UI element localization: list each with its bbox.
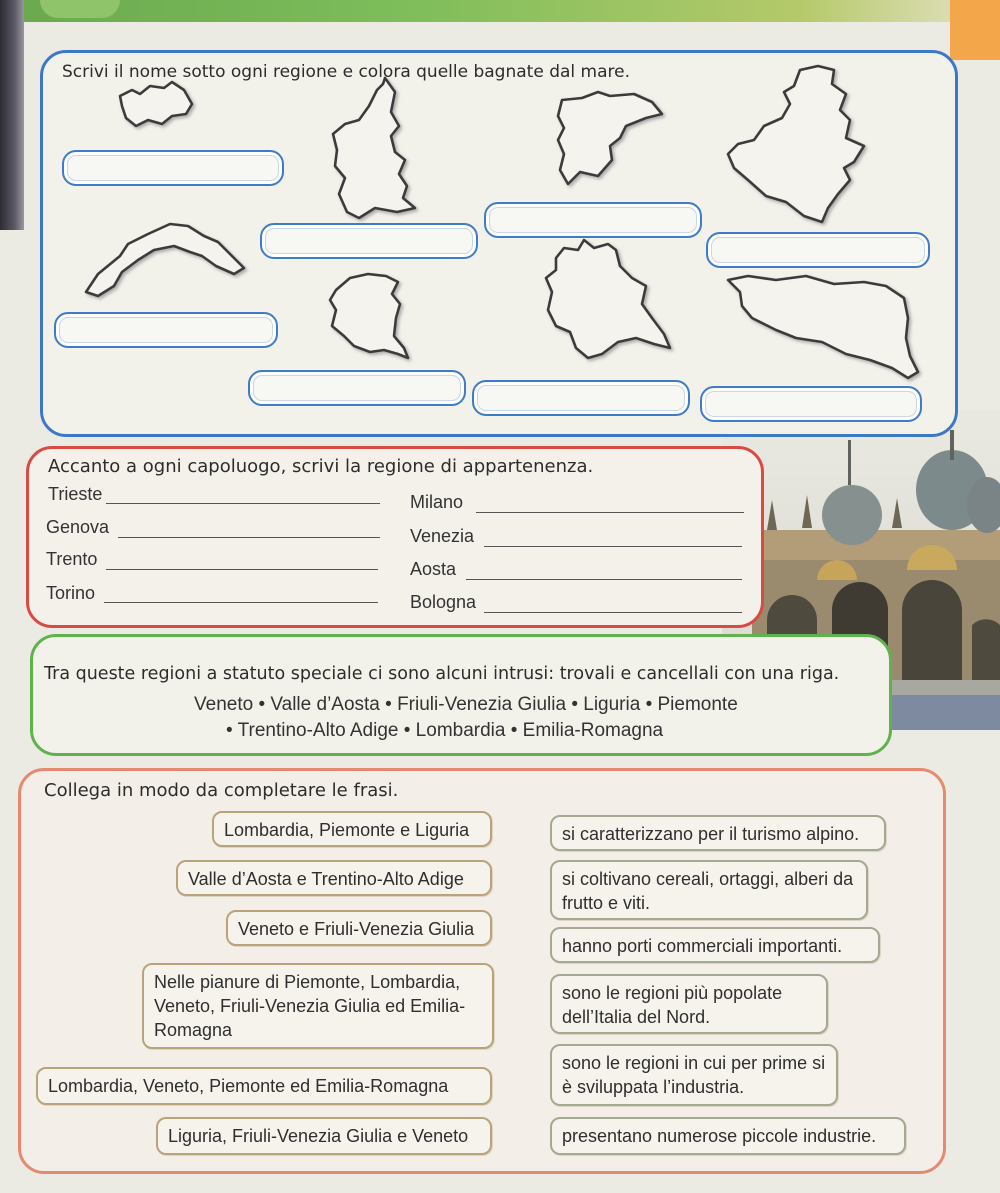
name-field-piemonte[interactable] xyxy=(260,223,478,259)
region-lombardia-outline xyxy=(546,240,670,358)
answer-line-aosta[interactable] xyxy=(466,579,742,580)
exercise-2-instruction: Accanto a ogni capoluogo, scrivi la regione di appartenenza. xyxy=(48,456,594,477)
answer-line-milano[interactable] xyxy=(476,512,744,513)
right-phrase-5[interactable]: sono le regioni in cui per prime si è sviluppata l’industria. xyxy=(550,1044,838,1106)
left-phrase-2[interactable]: Valle d’Aosta e Trentino-Alto Adige xyxy=(176,860,492,896)
answer-line-trento[interactable] xyxy=(106,569,378,570)
region-friuli-outline xyxy=(330,274,408,358)
name-field-friuli[interactable] xyxy=(248,370,466,406)
right-phrase-6[interactable]: presentano numerose piccole industrie. xyxy=(550,1117,906,1155)
region-liguria-outline xyxy=(86,224,244,296)
name-field-lombardia[interactable] xyxy=(472,380,690,416)
answer-line-trieste[interactable] xyxy=(106,503,380,504)
city-bologna: Bologna xyxy=(410,592,477,612)
city-aosta: Aosta xyxy=(410,559,457,579)
answer-line-genova[interactable] xyxy=(118,537,380,538)
city-venezia: Venezia xyxy=(410,526,475,546)
left-phrase-3[interactable]: Veneto e Friuli-Venezia Giulia xyxy=(226,910,492,946)
name-field-veneto[interactable] xyxy=(706,232,930,268)
exercise-3-instruction: Tra queste regioni a statuto speciale ci sono alcuni intrusi: trovali e cancellali con una riga. xyxy=(44,664,840,684)
answer-line-venezia[interactable] xyxy=(484,546,742,547)
name-field-emilia-romagna[interactable] xyxy=(700,386,922,422)
name-field-valle-daosta[interactable] xyxy=(62,150,284,186)
exercise-4-instruction: Collega in modo da completare le frasi. xyxy=(44,780,399,801)
answer-line-bologna[interactable] xyxy=(484,612,742,613)
left-phrase-4[interactable]: Nelle pianure di Piemonte, Lombardia, Veneto, Friuli-Venezia Giulia ed Emilia-Romagna xyxy=(142,963,494,1049)
city-milano: Milano xyxy=(410,492,464,512)
city-trento: Trento xyxy=(46,549,98,569)
region-veneto-outline xyxy=(728,66,864,222)
left-phrase-5[interactable]: Lombardia, Veneto, Piemonte ed Emilia-Romagna xyxy=(36,1067,492,1105)
region-valle-daosta-outline xyxy=(120,82,192,126)
right-phrase-4[interactable]: sono le regioni più popolate dell’Italia del Nord. xyxy=(550,974,828,1034)
left-phrase-1[interactable]: Lombardia, Piemonte e Liguria xyxy=(212,811,492,847)
region-emilia-romagna-outline xyxy=(728,276,918,378)
region-trentino-outline xyxy=(558,92,662,184)
name-field-trentino[interactable] xyxy=(484,202,702,238)
regions-list-line-1[interactable]: Veneto • Valle d’Aosta • Friuli-Venezia Giulia • Liguria • Piemonte xyxy=(194,694,738,715)
region-piemonte-outline xyxy=(333,78,415,218)
city-torino: Torino xyxy=(46,583,96,603)
right-phrase-3[interactable]: hanno porti commerciali importanti. xyxy=(550,927,880,963)
answer-line-torino[interactable] xyxy=(104,602,378,603)
regions-list-line-2[interactable]: • Trentino-Alto Adige • Lombardia • Emilia-Romagna xyxy=(226,720,664,741)
right-phrase-1[interactable]: si caratterizzano per il turismo alpino. xyxy=(550,815,886,851)
city-genova: Genova xyxy=(46,517,110,537)
name-field-liguria[interactable] xyxy=(54,312,278,348)
right-phrase-2[interactable]: si coltivano cereali, ortaggi, alberi da frutto e viti. xyxy=(550,860,868,920)
exercise-1-instruction: Scrivi il nome sotto ogni regione e colora quelle bagnate dal mare. xyxy=(62,62,630,82)
city-trieste: Trieste xyxy=(48,484,103,504)
left-phrase-6[interactable]: Liguria, Friuli-Venezia Giulia e Veneto xyxy=(156,1117,492,1155)
